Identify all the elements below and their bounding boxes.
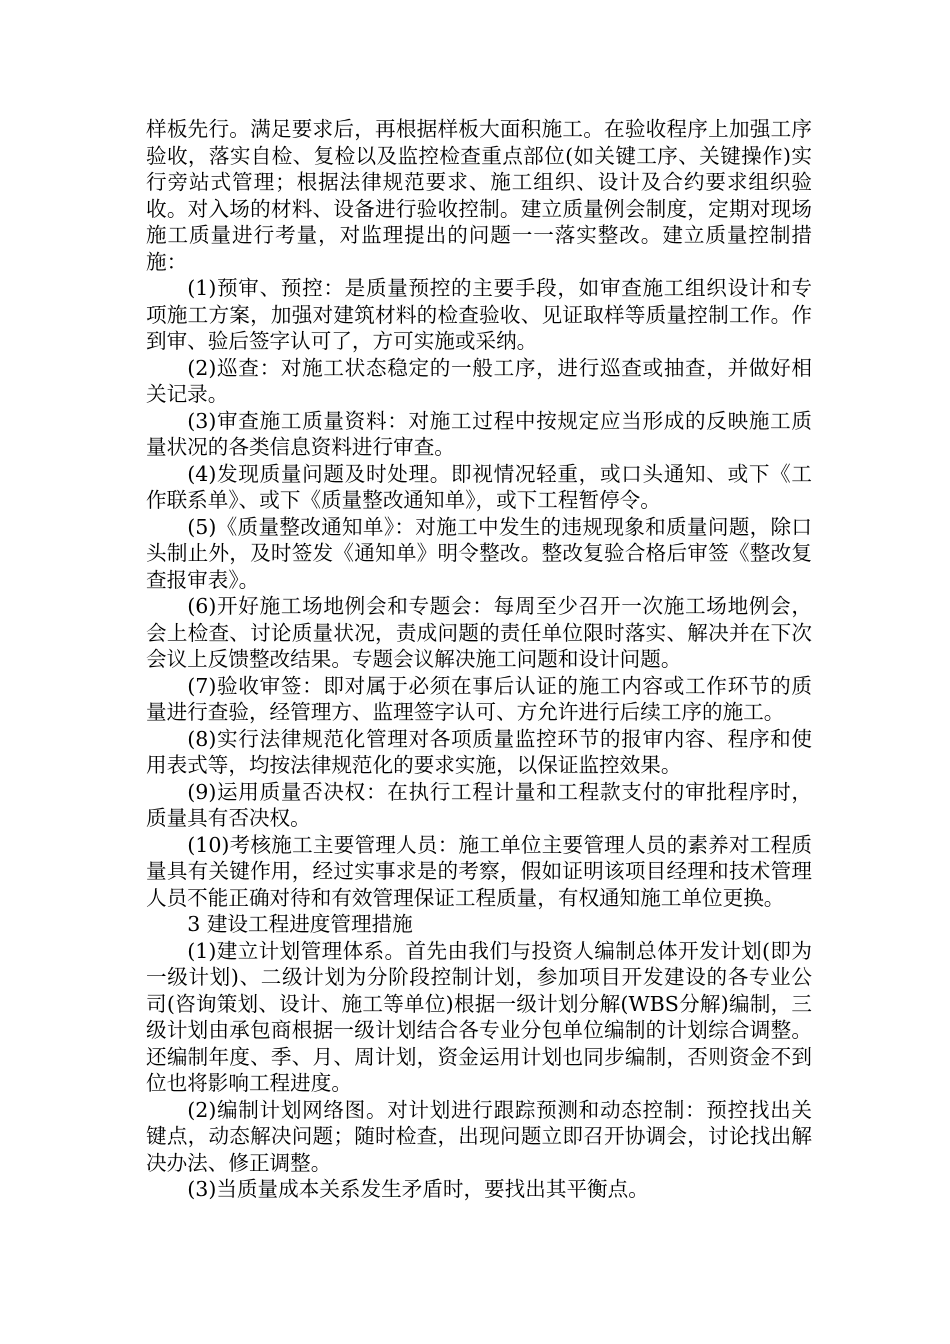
document-page [146, 116, 812, 1203]
paragraph-6: (6)开好施工场地例会和专题会：每周至少召开一次施工场地例会，会上检查、讨论质量状况，责成问题的责任单位限时落实、解决并在下次会议上反馈整改结果。专题会议解决施工问题和设计问题。 [146, 594, 812, 671]
paragraph-10: (10)考核施工主要管理人员：施工单位主要管理人员的素养对工程质量具有关键作用，经过实事求是的考察，假如证明该项目经理和技术管理人员不能正确对待和有效管理保证工程质量，有权通知施工单位更换。 [146, 832, 812, 910]
paragraph-13: (2)编制计划网络图。对计划进行跟踪预测和动态控制：预控找出关键点，动态解决问题；随时检查，出现问题立即召开协调会，讨论找出解决办法、修正调整。 [146, 1097, 812, 1175]
paragraph-12: (1)建立计划管理体系。首先由我们与投资人编制总体开发计划(即为一级计划)、二级计划为分阶段控制计划，参加项目开发建设的各专业公司(咨询策划、设计、施工等单位)根据一级计划分解(WBS分解)编制，三级计划由承包商根据一级计划结合各专业分包单位编制的计划综合调整。还编制年度、季、月、周计划，资金运用计划也同步编制，否则资金不到位也将影响工程进度。 [146, 938, 812, 1095]
paragraph-9: (9)运用质量否决权：在执行工程计量和工程款支付的审批程序时，质量具有否决权。 [146, 779, 812, 830]
paragraph-2: (2)巡查：对施工状态稳定的一般工序，进行巡查或抽查，并做好相关记录。 [146, 355, 812, 406]
paragraph-5: (5)《质量整改通知单》：对施工中发生的违规现象和质量问题，除口头制止外，及时签发《通知单》明令整改。整改复验合格后审签《整改复查报审表》。 [146, 514, 812, 592]
paragraph-14: (3)当质量成本关系发生矛盾时，要找出其平衡点。 [187, 1177, 649, 1201]
paragraph-0: 样板先行。满足要求后，再根据样板大面积施工。在验收程序上加强工序验收，落实自检、复检以及监控检查重点部位(如关键工序、关键操作)实行旁站式管理；根据法律规范要求、施工组织、设计及合约要求组织验收。对入场的材料、设备进行验收控制。建立质量例会制度，定期对现场施工质量进行考量，对监理提出的问题一一落实整改。建立质量控制措施： [146, 117, 812, 274]
paragraph-3: (3)审查施工质量资料：对施工过程中按规定应当形成的反映施工质量状况的各类信息资料进行审查。 [146, 408, 812, 459]
section-heading-3: 3 建设工程进度管理措施 [187, 912, 413, 936]
paragraph-8: (8)实行法律规范化管理对各项质量监控环节的报审内容、程序和使用表式等，均按法律规范化的要求实施，以保证监控效果。 [146, 726, 812, 777]
paragraph-7: (7)验收审签：即对属于必须在事后认证的施工内容或工作环节的质量进行查验，经管理方、监理签字认可、方允许进行后续工序的施工。 [146, 673, 812, 724]
paragraph-1: (1)预审、预控：是质量预控的主要手段，如审查施工组织设计和专项施工方案，加强对建筑材料的检查验收、见证取样等质量控制工作。作到审、验后签字认可了，方可实施或采纳。 [146, 276, 812, 353]
paragraph-4: (4)发现质量问题及时处理。即视情况轻重，或口头通知、或下《工作联系单》、或下《质量整改通知单》，或下工程暂停令。 [146, 461, 812, 512]
